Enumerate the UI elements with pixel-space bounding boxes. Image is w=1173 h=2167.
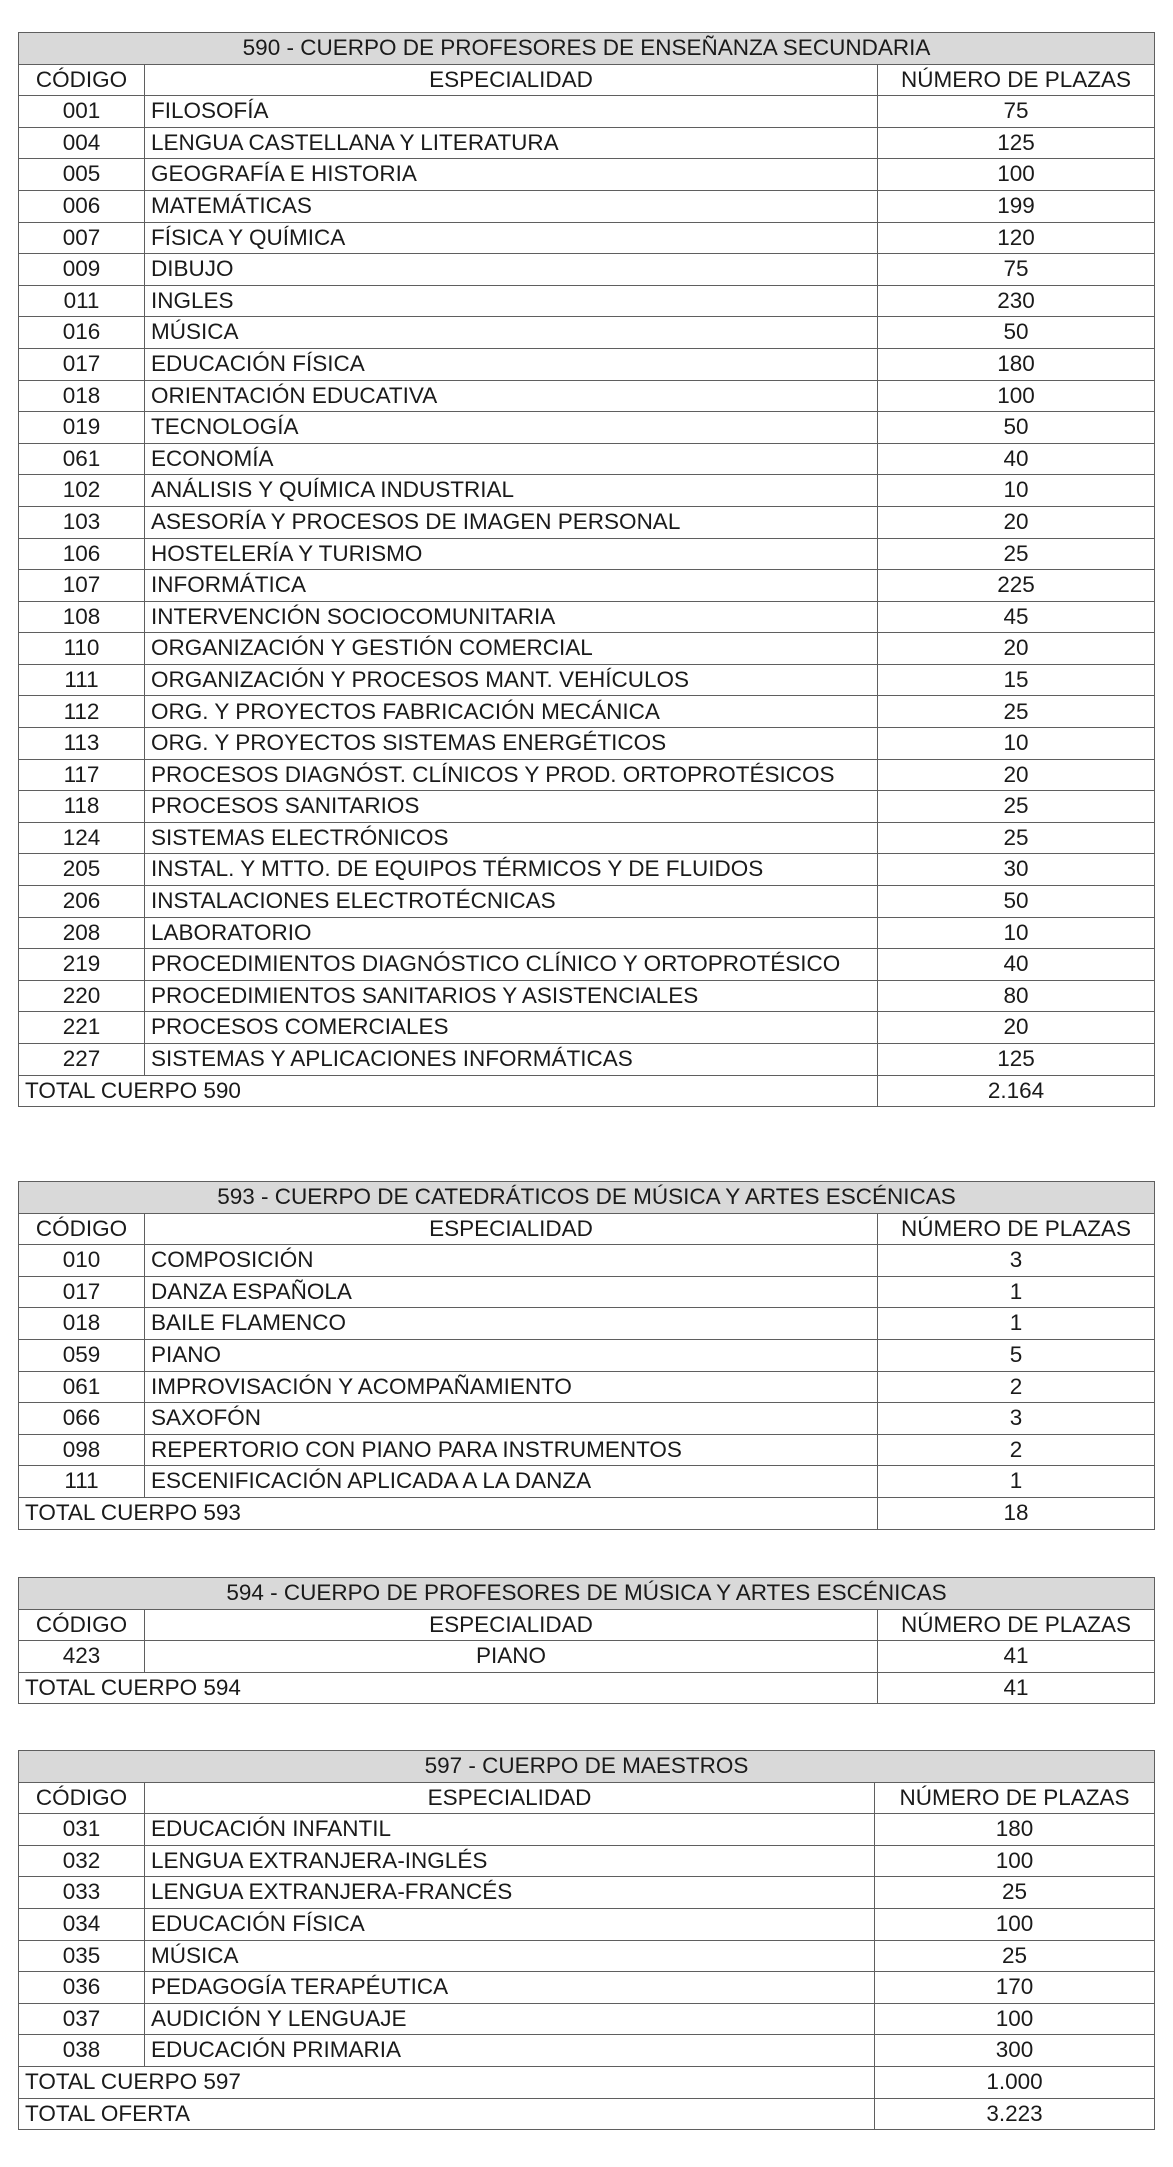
table-row [19, 1434, 1155, 1466]
cell-codigo: 117 [19, 759, 145, 791]
total-row [19, 1672, 1155, 1704]
total-row [19, 2098, 1155, 2130]
cell-numero-plazas: 1 [878, 1308, 1155, 1340]
table-cuerpo-594 [18, 1577, 1155, 1704]
cell-codigo: 033 [19, 1877, 145, 1909]
cell-codigo: 220 [19, 980, 145, 1012]
table-row [19, 822, 1155, 854]
table-row [19, 380, 1155, 412]
table-row [19, 1466, 1155, 1498]
cell-numero-plazas: 75 [878, 96, 1155, 128]
cell-codigo: 034 [19, 1908, 145, 1940]
total-row [19, 1497, 1155, 1529]
cell-especialidad: PROCESOS DIAGNÓST. CLÍNICOS Y PROD. ORTOPROTÉSICOS [145, 759, 878, 791]
cell-especialidad: ANÁLISIS Y QUÍMICA INDUSTRIAL [145, 475, 878, 507]
cell-numero-plazas: 10 [878, 917, 1155, 949]
cell-especialidad: LENGUA EXTRANJERA-INGLÉS [145, 1845, 875, 1877]
cell-numero-plazas: 45 [878, 601, 1155, 633]
cell-numero-plazas: 41 [878, 1641, 1155, 1673]
cell-codigo: 031 [19, 1814, 145, 1846]
table-row [19, 2003, 1155, 2035]
cell-codigo: 110 [19, 633, 145, 665]
cell-numero-plazas: 2 [878, 1434, 1155, 1466]
header-numero-plazas: NÚMERO DE PLAZAS [878, 1213, 1155, 1245]
cell-codigo: 112 [19, 696, 145, 728]
cell-codigo: 059 [19, 1339, 145, 1371]
cell-codigo: 032 [19, 1845, 145, 1877]
cell-especialidad: EDUCACIÓN FÍSICA [145, 1908, 875, 1940]
cell-codigo: 017 [19, 348, 145, 380]
cell-especialidad: DANZA ESPAÑOLA [145, 1276, 878, 1308]
cell-numero-plazas: 100 [875, 2003, 1155, 2035]
table-row [19, 1814, 1155, 1846]
table-row [19, 1339, 1155, 1371]
cell-numero-plazas: 100 [878, 380, 1155, 412]
cell-especialidad: INGLES [145, 285, 878, 317]
table-row [19, 2035, 1155, 2067]
table-row [19, 222, 1155, 254]
table-row [19, 1308, 1155, 1340]
cell-especialidad: INSTALACIONES ELECTROTÉCNICAS [145, 886, 878, 918]
table-row [19, 475, 1155, 507]
cell-codigo: 037 [19, 2003, 145, 2035]
cell-especialidad: EDUCACIÓN FÍSICA [145, 348, 878, 380]
cell-especialidad: ORGANIZACIÓN Y PROCESOS MANT. VEHÍCULOS [145, 664, 878, 696]
cell-especialidad: PROCEDIMIENTOS SANITARIOS Y ASISTENCIALES [145, 980, 878, 1012]
cell-codigo: 009 [19, 254, 145, 286]
total-value: 41 [878, 1672, 1155, 1704]
table-row [19, 1641, 1155, 1673]
cell-numero-plazas: 30 [878, 854, 1155, 886]
table-row [19, 664, 1155, 696]
table-row [19, 759, 1155, 791]
cell-especialidad: TECNOLOGÍA [145, 412, 878, 444]
cell-numero-plazas: 25 [875, 1940, 1155, 1972]
cell-especialidad: LENGUA EXTRANJERA-FRANCÉS [145, 1877, 875, 1909]
cell-especialidad: INFORMÁTICA [145, 570, 878, 602]
cell-codigo: 016 [19, 317, 145, 349]
cell-codigo: 111 [19, 664, 145, 696]
cell-especialidad: PIANO [145, 1641, 878, 1673]
total-row [19, 2066, 1155, 2098]
table-title: 593 - CUERPO DE CATEDRÁTICOS DE MÚSICA Y ARTES ESCÉNICAS [19, 1182, 1155, 1214]
cell-especialidad: PROCESOS COMERCIALES [145, 1012, 878, 1044]
cell-codigo: 005 [19, 159, 145, 191]
cell-especialidad: SAXOFÓN [145, 1403, 878, 1435]
cell-especialidad: AUDICIÓN Y LENGUAJE [145, 2003, 875, 2035]
table-row [19, 980, 1155, 1012]
header-codigo: CÓDIGO [19, 1782, 145, 1814]
cell-numero-plazas: 50 [878, 886, 1155, 918]
header-especialidad: ESPECIALIDAD [145, 1213, 878, 1245]
cell-especialidad: FILOSOFÍA [145, 96, 878, 128]
cell-especialidad: MÚSICA [145, 317, 878, 349]
cell-numero-plazas: 20 [878, 1012, 1155, 1044]
table-row [19, 791, 1155, 823]
cell-especialidad: LABORATORIO [145, 917, 878, 949]
cell-codigo: 205 [19, 854, 145, 886]
cell-numero-plazas: 225 [878, 570, 1155, 602]
table-row [19, 633, 1155, 665]
table-row [19, 570, 1155, 602]
table-title-row [19, 1578, 1155, 1610]
cell-codigo: 098 [19, 1434, 145, 1466]
cell-numero-plazas: 180 [875, 1814, 1155, 1846]
cell-numero-plazas: 25 [878, 696, 1155, 728]
table-row [19, 1403, 1155, 1435]
cell-especialidad: EDUCACIÓN INFANTIL [145, 1814, 875, 1846]
cell-codigo: 018 [19, 380, 145, 412]
cell-codigo: 221 [19, 1012, 145, 1044]
cell-especialidad: SISTEMAS Y APLICACIONES INFORMÁTICAS [145, 1044, 878, 1076]
cell-numero-plazas: 120 [878, 222, 1155, 254]
total-label: TOTAL CUERPO 590 [19, 1075, 878, 1107]
header-especialidad: ESPECIALIDAD [145, 1782, 875, 1814]
cell-numero-plazas: 180 [878, 348, 1155, 380]
table-row [19, 886, 1155, 918]
cell-numero-plazas: 2 [878, 1371, 1155, 1403]
cell-especialidad: ORG. Y PROYECTOS FABRICACIÓN MECÁNICA [145, 696, 878, 728]
cell-numero-plazas: 20 [878, 633, 1155, 665]
cell-numero-plazas: 25 [878, 822, 1155, 854]
table-row [19, 1845, 1155, 1877]
cell-especialidad: GEOGRAFÍA E HISTORIA [145, 159, 878, 191]
table-row [19, 728, 1155, 760]
cell-codigo: 018 [19, 1308, 145, 1340]
cell-numero-plazas: 100 [875, 1845, 1155, 1877]
table-title-row [19, 1751, 1155, 1783]
table-row [19, 1245, 1155, 1277]
cell-especialidad: PEDAGOGÍA TERAPÉUTICA [145, 1972, 875, 2004]
table-header-row [19, 1213, 1155, 1245]
table-cuerpo-590 [18, 32, 1155, 1107]
cell-codigo: 035 [19, 1940, 145, 1972]
cell-codigo: 011 [19, 285, 145, 317]
cell-numero-plazas: 40 [878, 949, 1155, 981]
cell-especialidad: PROCESOS SANITARIOS [145, 791, 878, 823]
cell-numero-plazas: 20 [878, 506, 1155, 538]
table-row [19, 127, 1155, 159]
table-row [19, 285, 1155, 317]
table-row [19, 506, 1155, 538]
total-row [19, 1075, 1155, 1107]
cell-especialidad: ORG. Y PROYECTOS SISTEMAS ENERGÉTICOS [145, 728, 878, 760]
header-numero-plazas: NÚMERO DE PLAZAS [878, 1609, 1155, 1641]
table-row [19, 443, 1155, 475]
cell-numero-plazas: 50 [878, 317, 1155, 349]
table-row [19, 1276, 1155, 1308]
total-label: TOTAL CUERPO 597 [19, 2066, 875, 2098]
cell-especialidad: MÚSICA [145, 1940, 875, 1972]
cell-codigo: 118 [19, 791, 145, 823]
table-header-row [19, 1782, 1155, 1814]
header-especialidad: ESPECIALIDAD [145, 1609, 878, 1641]
cell-especialidad: PIANO [145, 1339, 878, 1371]
table-row [19, 159, 1155, 191]
cell-codigo: 103 [19, 506, 145, 538]
cell-codigo: 061 [19, 443, 145, 475]
cell-numero-plazas: 20 [878, 759, 1155, 791]
cell-especialidad: ESCENIFICACIÓN APLICADA A LA DANZA [145, 1466, 878, 1498]
cell-numero-plazas: 10 [878, 728, 1155, 760]
cell-especialidad: PROCEDIMIENTOS DIAGNÓSTICO CLÍNICO Y ORTOPROTÉSICO [145, 949, 878, 981]
cell-codigo: 113 [19, 728, 145, 760]
cell-numero-plazas: 15 [878, 664, 1155, 696]
cell-codigo: 010 [19, 1245, 145, 1277]
cell-numero-plazas: 1 [878, 1466, 1155, 1498]
cell-codigo: 038 [19, 2035, 145, 2067]
cell-numero-plazas: 40 [878, 443, 1155, 475]
cell-especialidad: ORGANIZACIÓN Y GESTIÓN COMERCIAL [145, 633, 878, 665]
cell-numero-plazas: 300 [875, 2035, 1155, 2067]
table-title-row [19, 1182, 1155, 1214]
header-numero-plazas: NÚMERO DE PLAZAS [878, 64, 1155, 96]
cell-especialidad: INSTAL. Y MTTO. DE EQUIPOS TÉRMICOS Y DE FLUIDOS [145, 854, 878, 886]
cell-especialidad: ASESORÍA Y PROCESOS DE IMAGEN PERSONAL [145, 506, 878, 538]
cell-codigo: 111 [19, 1466, 145, 1498]
table-row [19, 1940, 1155, 1972]
cell-numero-plazas: 170 [875, 1972, 1155, 2004]
table-row [19, 538, 1155, 570]
cell-numero-plazas: 25 [878, 791, 1155, 823]
table-row [19, 1877, 1155, 1909]
cell-codigo: 423 [19, 1641, 145, 1673]
cell-codigo: 001 [19, 96, 145, 128]
cell-numero-plazas: 100 [875, 1908, 1155, 1940]
cell-numero-plazas: 80 [878, 980, 1155, 1012]
cell-codigo: 102 [19, 475, 145, 507]
table-row [19, 1908, 1155, 1940]
total-value: 18 [878, 1497, 1155, 1529]
cell-especialidad: MATEMÁTICAS [145, 190, 878, 222]
cell-numero-plazas: 230 [878, 285, 1155, 317]
total-value: 1.000 [875, 2066, 1155, 2098]
cell-especialidad: DIBUJO [145, 254, 878, 286]
cell-codigo: 036 [19, 1972, 145, 2004]
cell-numero-plazas: 5 [878, 1339, 1155, 1371]
cell-especialidad: SISTEMAS ELECTRÓNICOS [145, 822, 878, 854]
total-label: TOTAL CUERPO 594 [19, 1672, 878, 1704]
cell-especialidad: INTERVENCIÓN SOCIOCOMUNITARIA [145, 601, 878, 633]
cell-especialidad: LENGUA CASTELLANA Y LITERATURA [145, 127, 878, 159]
cell-numero-plazas: 1 [878, 1276, 1155, 1308]
cell-especialidad: ECONOMÍA [145, 443, 878, 475]
table-row [19, 190, 1155, 222]
cell-codigo: 106 [19, 538, 145, 570]
cell-codigo: 107 [19, 570, 145, 602]
cell-codigo: 007 [19, 222, 145, 254]
cell-codigo: 006 [19, 190, 145, 222]
cell-numero-plazas: 125 [878, 127, 1155, 159]
table-row [19, 348, 1155, 380]
cell-codigo: 219 [19, 949, 145, 981]
table-title: 597 - CUERPO DE MAESTROS [19, 1751, 1155, 1783]
cell-especialidad: IMPROVISACIÓN Y ACOMPAÑAMIENTO [145, 1371, 878, 1403]
table-row [19, 696, 1155, 728]
table-row [19, 1972, 1155, 2004]
cell-codigo: 208 [19, 917, 145, 949]
cell-codigo: 017 [19, 1276, 145, 1308]
table-row [19, 917, 1155, 949]
cell-especialidad: FÍSICA Y QUÍMICA [145, 222, 878, 254]
table-row [19, 317, 1155, 349]
table-row [19, 949, 1155, 981]
cell-numero-plazas: 3 [878, 1403, 1155, 1435]
cell-numero-plazas: 50 [878, 412, 1155, 444]
cell-especialidad: EDUCACIÓN PRIMARIA [145, 2035, 875, 2067]
table-cuerpo-597 [18, 1750, 1155, 2130]
cell-especialidad: BAILE FLAMENCO [145, 1308, 878, 1340]
total-label: TOTAL CUERPO 593 [19, 1497, 878, 1529]
cell-numero-plazas: 10 [878, 475, 1155, 507]
table-title-row [19, 33, 1155, 65]
cell-numero-plazas: 199 [878, 190, 1155, 222]
table-cuerpo-593 [18, 1181, 1155, 1530]
table-row [19, 854, 1155, 886]
total-value: 2.164 [878, 1075, 1155, 1107]
table-header-row [19, 64, 1155, 96]
total-value: 3.223 [875, 2098, 1155, 2130]
cell-codigo: 108 [19, 601, 145, 633]
cell-codigo: 227 [19, 1044, 145, 1076]
table-header-row [19, 1609, 1155, 1641]
table-row [19, 1371, 1155, 1403]
table-row [19, 412, 1155, 444]
header-codigo: CÓDIGO [19, 64, 145, 96]
cell-codigo: 066 [19, 1403, 145, 1435]
cell-codigo: 004 [19, 127, 145, 159]
total-label: TOTAL OFERTA [19, 2098, 875, 2130]
cell-especialidad: REPERTORIO CON PIANO PARA INSTRUMENTOS [145, 1434, 878, 1466]
cell-codigo: 061 [19, 1371, 145, 1403]
cell-numero-plazas: 100 [878, 159, 1155, 191]
cell-numero-plazas: 25 [875, 1877, 1155, 1909]
cell-especialidad: ORIENTACIÓN EDUCATIVA [145, 380, 878, 412]
table-title: 590 - CUERPO DE PROFESORES DE ENSEÑANZA SECUNDARIA [19, 33, 1155, 65]
cell-numero-plazas: 25 [878, 538, 1155, 570]
table-row [19, 1012, 1155, 1044]
header-codigo: CÓDIGO [19, 1213, 145, 1245]
header-numero-plazas: NÚMERO DE PLAZAS [875, 1782, 1155, 1814]
cell-codigo: 206 [19, 886, 145, 918]
table-row [19, 96, 1155, 128]
cell-especialidad: COMPOSICIÓN [145, 1245, 878, 1277]
cell-numero-plazas: 75 [878, 254, 1155, 286]
cell-codigo: 019 [19, 412, 145, 444]
header-especialidad: ESPECIALIDAD [145, 64, 878, 96]
cell-especialidad: HOSTELERÍA Y TURISMO [145, 538, 878, 570]
table-title: 594 - CUERPO DE PROFESORES DE MÚSICA Y ARTES ESCÉNICAS [19, 1578, 1155, 1610]
table-row [19, 254, 1155, 286]
cell-numero-plazas: 3 [878, 1245, 1155, 1277]
cell-numero-plazas: 125 [878, 1044, 1155, 1076]
table-row [19, 1044, 1155, 1076]
cell-codigo: 124 [19, 822, 145, 854]
table-row [19, 601, 1155, 633]
header-codigo: CÓDIGO [19, 1609, 145, 1641]
